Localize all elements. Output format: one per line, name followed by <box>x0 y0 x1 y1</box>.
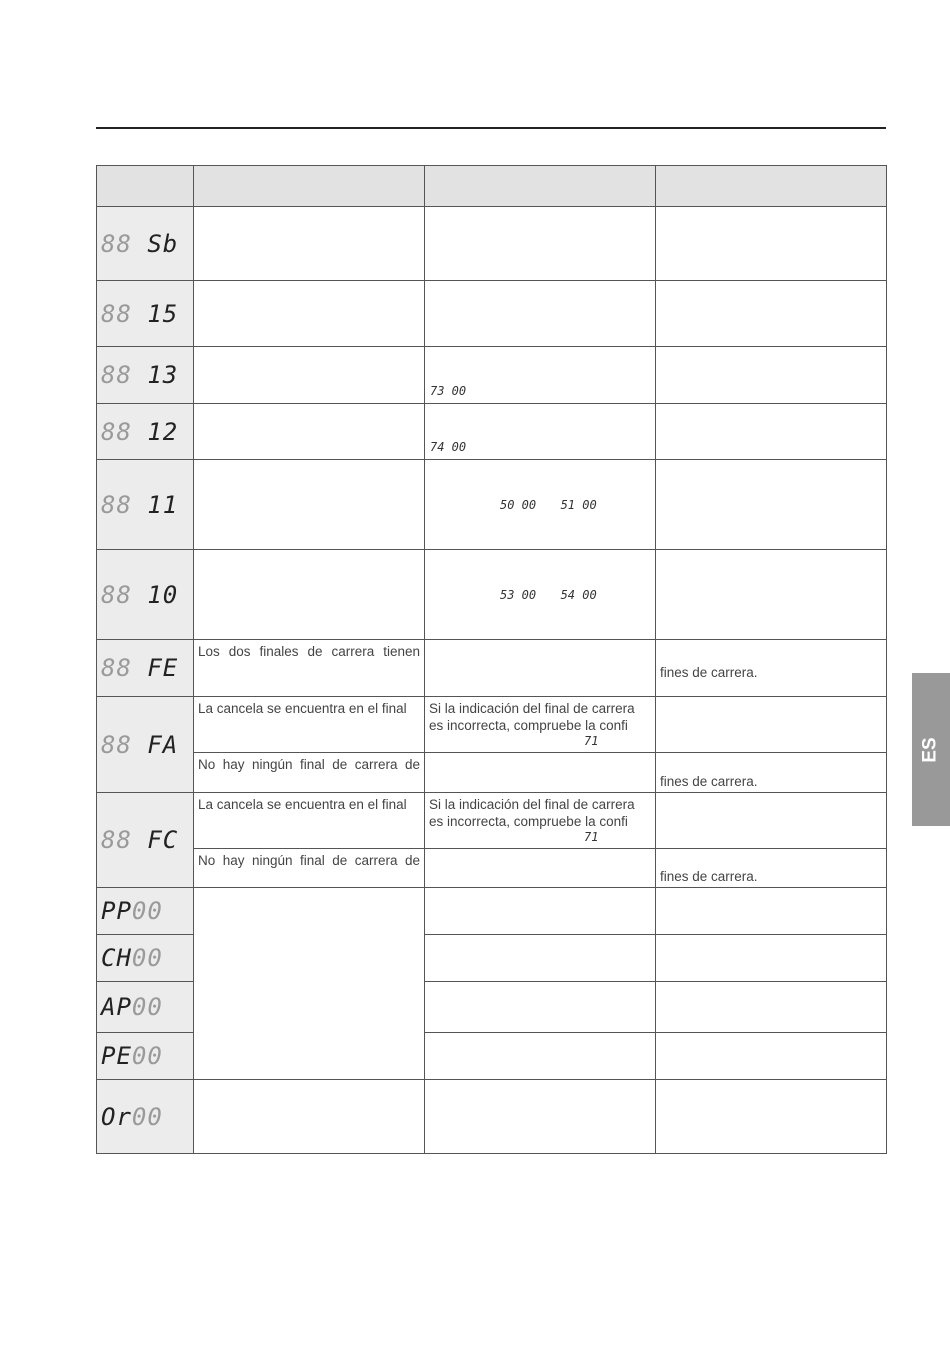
cause-text: La cancela se encuentra en el final <box>198 797 407 812</box>
language-side-tab <box>912 673 950 826</box>
solution-text: fines de carrera. <box>660 664 758 680</box>
lcd-parameter: 54 00 <box>560 587 597 602</box>
table-header-row <box>97 166 887 207</box>
lcd-parameter: 73 00 <box>430 384 467 398</box>
code-display: CH00 <box>101 944 163 972</box>
header-action <box>425 166 656 207</box>
code-cell <box>97 460 194 550</box>
table-row <box>97 888 887 935</box>
table-row <box>97 640 887 697</box>
solution-text: fines de carrera. <box>660 774 758 789</box>
lcd-parameter: 50 00 <box>500 497 537 512</box>
language-label: ES <box>919 736 941 763</box>
table-row <box>97 460 887 550</box>
table-row <box>97 849 887 888</box>
header-solution <box>656 166 887 207</box>
action-text: es incorrecta, compruebe la confi <box>429 814 628 829</box>
code-cell <box>97 697 194 793</box>
code-cell <box>97 793 194 888</box>
code-display: 88 11 <box>101 490 179 519</box>
lcd-parameter: 74 00 <box>430 440 467 454</box>
table-row <box>97 404 887 460</box>
lcd-parameter: 71 <box>584 830 599 844</box>
code-display: 88 Sb <box>101 229 179 258</box>
cause-text: La cancela se encuentra en el final <box>198 701 407 716</box>
table-row <box>97 207 887 281</box>
table-row <box>97 1080 887 1154</box>
code-cell <box>97 1033 194 1080</box>
action-text: Si la indicación del final de carrera <box>429 701 635 716</box>
action-text: es incorrecta, compruebe la confi <box>429 718 628 733</box>
header-code <box>97 166 194 207</box>
code-display: 88 12 <box>101 417 179 446</box>
code-cell <box>97 207 194 281</box>
code-display: 88 10 <box>101 580 179 609</box>
code-cell <box>97 1080 194 1154</box>
action-text: Si la indicación del final de carrera <box>429 797 635 812</box>
table-row <box>97 347 887 404</box>
code-display: AP00 <box>101 993 163 1021</box>
table-row <box>97 281 887 347</box>
error-code-table <box>96 165 887 1154</box>
code-display: 88 13 <box>101 361 179 389</box>
code-cell <box>97 404 194 460</box>
table-row <box>97 793 887 849</box>
code-display: 88 FE <box>101 654 179 682</box>
code-cell <box>97 935 194 982</box>
code-display: 88 FC <box>101 826 179 854</box>
merged-cause-cell <box>194 888 425 1080</box>
lcd-parameter: 51 00 <box>560 497 597 512</box>
table-row <box>97 753 887 793</box>
table-row <box>97 697 887 753</box>
solution-text: fines de carrera. <box>660 869 758 884</box>
lcd-parameter: 53 00 <box>500 587 537 602</box>
lcd-parameter: 71 <box>584 734 599 748</box>
cause-text: Los dos finales de carrera tienen <box>198 644 420 659</box>
code-cell <box>97 640 194 697</box>
code-display: 88 15 <box>101 299 179 328</box>
code-display: PP00 <box>101 897 163 925</box>
code-cell <box>97 347 194 404</box>
cause-text: No hay ningún final de carrera de <box>198 853 420 868</box>
header-cause <box>194 166 425 207</box>
header-rule <box>96 127 886 129</box>
code-display: PE00 <box>101 1042 163 1070</box>
code-display: Or00 <box>101 1102 163 1131</box>
code-cell <box>97 888 194 935</box>
cause-text: No hay ningún final de carrera de <box>198 757 420 772</box>
code-cell <box>97 281 194 347</box>
code-display: 88 FA <box>101 730 179 759</box>
code-cell <box>97 550 194 640</box>
code-cell <box>97 982 194 1033</box>
table-row <box>97 550 887 640</box>
